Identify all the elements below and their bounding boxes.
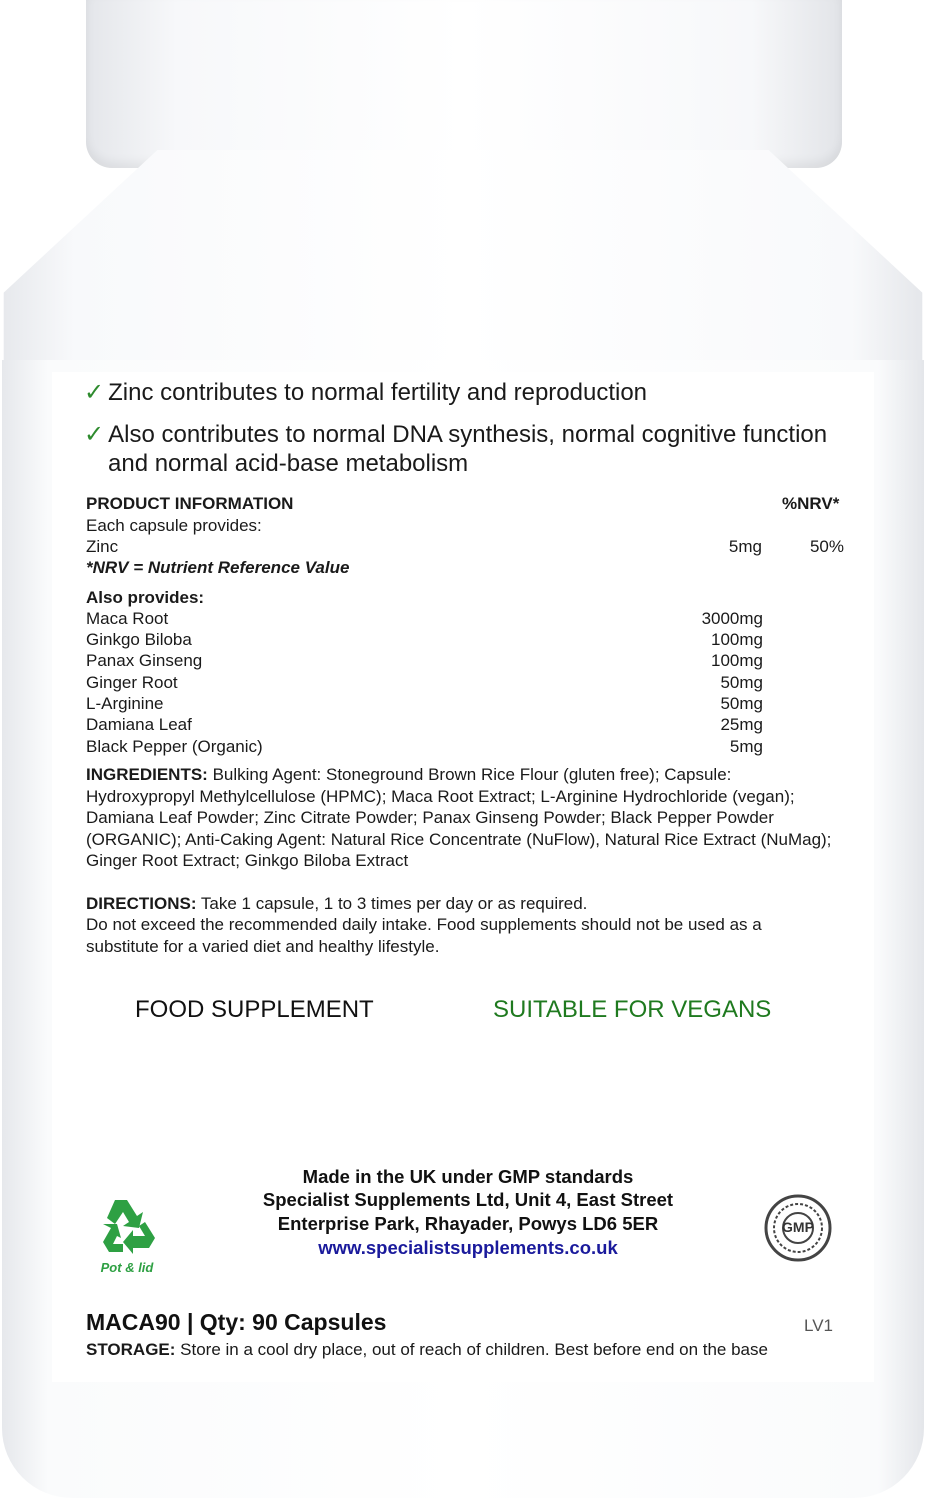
check-icon: ✓ [84, 421, 105, 448]
check-icon: ✓ [84, 379, 105, 406]
label-version: LV1 [804, 1316, 833, 1335]
gmp-badge-text: GMP [782, 1219, 814, 1235]
vegan-text: SUITABLE FOR VEGANS [493, 996, 772, 1023]
bottle-cap [86, 0, 842, 168]
zinc-nrv: 50% [809, 537, 844, 556]
also-provides-heading: Also provides: [86, 588, 205, 607]
manufacturer-address-2: Enterprise Park, Rhayader, Powys LD6 5ER [277, 1213, 659, 1234]
zinc-name: Zinc [86, 537, 119, 556]
ingredients-text: Bulking Agent: Stoneground Brown Rice Flour (gluten free); Capsule: Hydroxypropyl Methylcellulose (HPMC); Maca Root Extract; L-Arginine Hydrochloride (vegan); Damiana Leaf Powder; Zinc Citrate Powder; Panax Ginseng Powder; Black Pepper Powder (ORGANIC); Anti-Caking Agent: Natural Rice Concentrate (NuFlow), Natural Rice Extract (NuMag); Ginger Root Extract; Ginkgo Biloba Extract [86, 765, 832, 870]
ingredient-amount: 3000mg [701, 609, 763, 628]
ingredient-name: Maca Root [86, 609, 169, 628]
ingredient-name: Panax Ginseng [86, 651, 203, 670]
ingredients-label: INGREDIENTS: [86, 765, 208, 784]
directions-text: Take 1 capsule, 1 to 3 times per day or as required. [200, 894, 588, 913]
storage-label: STORAGE: [86, 1340, 176, 1359]
ingredient-name: Ginger Root [86, 673, 178, 692]
ingredient-amount: 50mg [720, 673, 763, 692]
ingredient-name: L-Arginine [86, 694, 164, 713]
storage-text: Store in a cool dry place, out of reach of children. Best before end on the base [180, 1340, 768, 1359]
ingredient-amount: 50mg [720, 694, 763, 713]
ingredient-amount: 100mg [711, 651, 763, 670]
product-info-heading: PRODUCT INFORMATION [86, 494, 294, 513]
claim-metabolism: and normal acid-base metabolism [108, 450, 469, 477]
nrv-heading: %NRV* [782, 494, 840, 513]
gmp-badge [764, 1194, 832, 1262]
storage-line [86, 1340, 768, 1360]
ingredients-block [86, 764, 834, 872]
bottle-shoulder [0, 150, 926, 380]
ingredient-amount: 100mg [711, 630, 763, 649]
gmp-statement: Made in the UK under GMP standards [302, 1166, 634, 1187]
ingredient-amount: 25mg [720, 715, 763, 734]
zinc-amount: 5mg [728, 537, 762, 556]
ingredient-name: Ginkgo Biloba [86, 630, 192, 649]
food-supplement-text: FOOD SUPPLEMENT [135, 996, 374, 1023]
ingredient-amount: 5mg [729, 737, 763, 756]
claim-fertility: ✓ Zinc contributes to normal fertility and reproduction [84, 379, 648, 406]
nrv-note: *NRV = Nutrient Reference Value [86, 558, 350, 577]
ingredient-name: Damiana Leaf [86, 715, 192, 734]
each-capsule-text: Each capsule provides: [86, 516, 262, 535]
directions-warning: Do not exceed the recommended daily intake. Food supplements should not be used as a substitute for a varied diet and healthy lifestyle. [86, 915, 762, 956]
manufacturer-address-1: Specialist Supplements Ltd, Unit 4, East Street [262, 1189, 674, 1210]
website-link[interactable]: www.specialistsupplements.co.uk [318, 1237, 618, 1258]
recycle-badge [93, 1196, 161, 1280]
product-code: MACA90 | Qty: 90 Capsules [86, 1309, 387, 1335]
claim-dna: ✓ Also contributes to normal DNA synthesis, normal cognitive function [84, 421, 828, 448]
directions-block [86, 893, 834, 915]
recycle-icon [93, 1196, 161, 1258]
directions-label: DIRECTIONS: [86, 894, 197, 913]
recycle-label: Pot & lid [100, 1260, 154, 1275]
ingredient-name: Black Pepper (Organic) [86, 737, 263, 756]
